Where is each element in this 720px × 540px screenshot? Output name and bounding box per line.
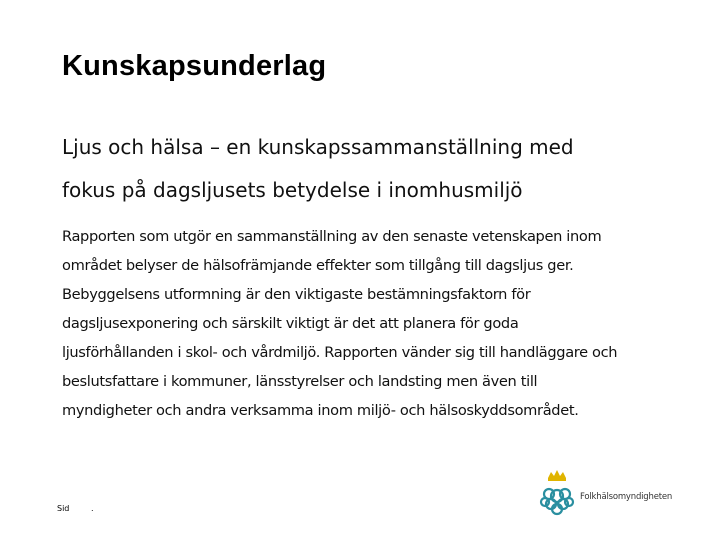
- rosette-icon: [541, 489, 573, 514]
- slide-title: Kunskapsunderlag: [62, 50, 327, 82]
- crown-icon: [548, 470, 566, 481]
- body-line: Rapporten som utgör en sammanställning av den senaste vetenskapen inom: [62, 228, 602, 245]
- body-line: området belyser de hälsofrämjande effekter som tillgång till dagsljus ger.: [62, 257, 574, 274]
- footer-page-label: Sid: [57, 504, 70, 513]
- footer-page-number: .: [91, 504, 94, 513]
- subtitle-line: fokus på dagsljusets betydelse i inomhusmiljö: [62, 178, 523, 202]
- body-line: myndigheter och andra verksamma inom miljö- och hälsoskyddsområdet.: [62, 402, 579, 419]
- body-line: ljusförhållanden i skol- och vårdmiljö. Rapporten vänder sig till handläggare och: [62, 344, 618, 361]
- body-line: dagsljusexponering och särskilt viktigt är det att planera för goda: [62, 315, 519, 332]
- subtitle-line: Ljus och hälsa – en kunskapssammanställning med: [62, 135, 574, 159]
- body-line: beslutsfattare i kommuner, länsstyrelser och landsting men även till: [62, 373, 538, 390]
- slide-body: [62, 222, 617, 425]
- body-line: Bebyggelsens utformning är den viktigaste bestämningsfaktorn för: [62, 286, 531, 303]
- slide-subtitle: [62, 126, 574, 212]
- logo-text: Folkhälsomyndigheten: [580, 492, 673, 502]
